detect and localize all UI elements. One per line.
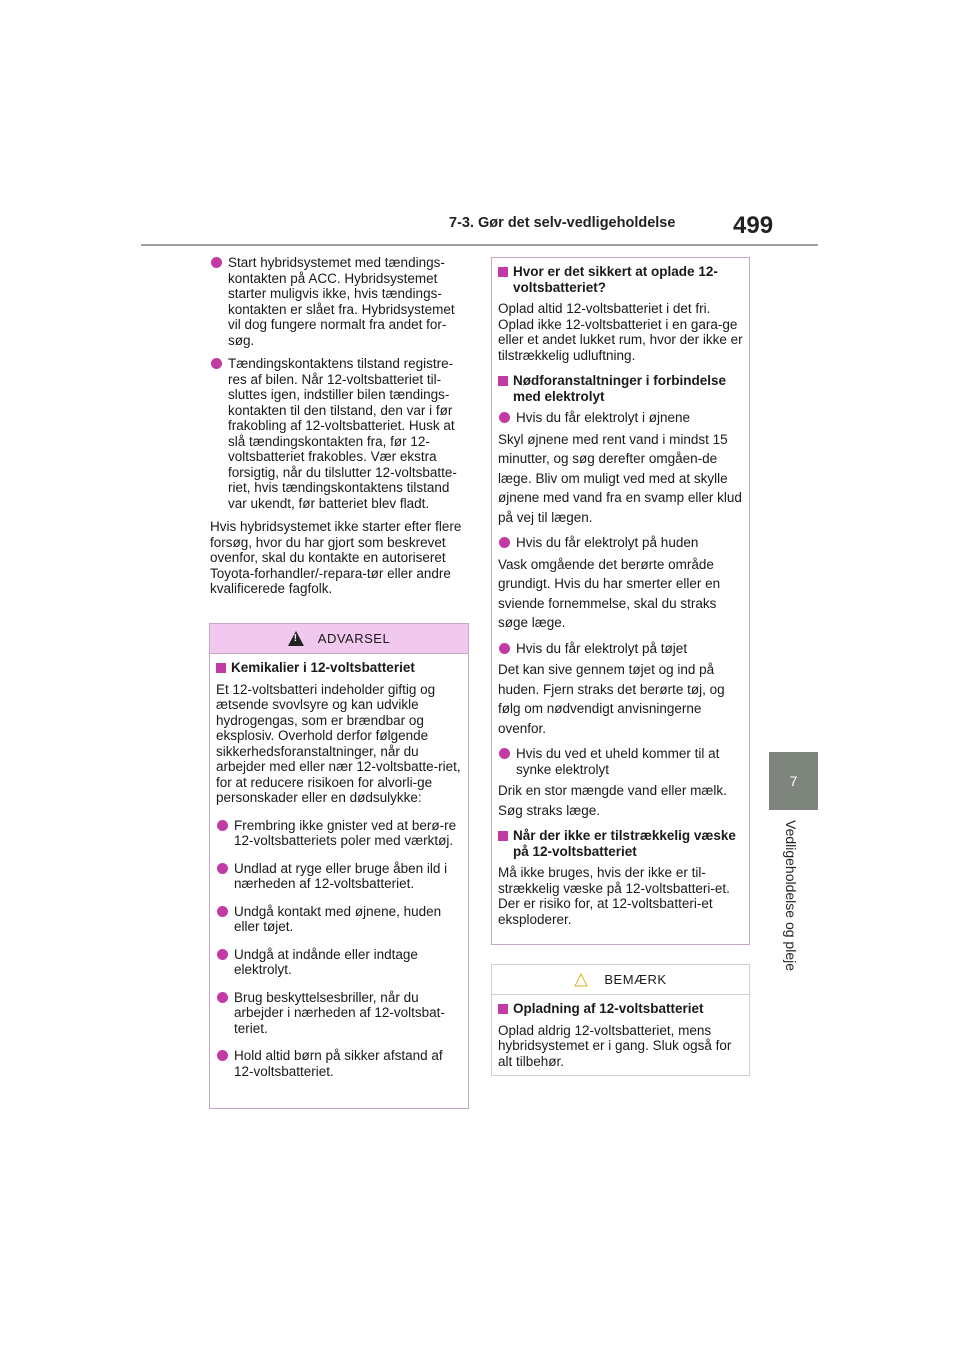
body-paragraph: Skyl øjnene med rent vand i mindst 15 minutter, og søg derefter omgåen-de læge. Bliv om muligt ved med at skylle øjnene med vand fra en svamp eller klud på vej til lægen. [498, 431, 742, 525]
warning-header [210, 624, 468, 654]
bullet-icon [217, 1050, 228, 1061]
note-title: BEMÆRK [604, 972, 667, 987]
section-heading: Nødforanstaltninger i forbindelse med elektrolyt [498, 373, 743, 404]
bullet-icon [499, 748, 510, 759]
body-paragraph: Det kan sive gennem tøjet og ind på huden. Fjern straks det berørte tøj, og følg om nødvendigt anvisningerne ovenfor. [498, 662, 725, 736]
list-item: Frembring ikke gnister ved at berø-re 12-voltsbatteriets poler med værktøj. [216, 818, 462, 849]
list-item: Hvis du får elektrolyt i øjnene [498, 410, 743, 426]
warning-box [209, 623, 469, 1109]
chapter-tab: 7 [769, 752, 818, 810]
body-paragraph: Hvis hybridsystemet ikke starter efter flere forsøg, hvor du har gjort som beskrevet ovenfor, skal du kontakte en autoriseret Toyota-forhandler/-repara-tør eller andre kvalificerede fagfolk. [210, 519, 462, 596]
body-paragraph: Vask omgående det berørte område grundigt. Hvis du har smerter eller en sviende fornemmelse, skal du straks søge læge. [498, 556, 721, 630]
list-item: Tændingskontaktens tilstand registre-res af bilen. Når 12-voltsbatteriet til-sluttes igen, indstiller bilen tændings-kontakten til den tilstand, den var i før frakobling af 12-voltsbatteriet. Husk at slå tændingskontakten fra, før 12-voltsbatteriet frakobles. Vær ekstra forsigtig, når du tilslutter 12-voltsbatte-riet, hvis tændingskontaktens tilstand var ukendt, før batteriet blev fladt. [210, 356, 468, 511]
bullet-icon [211, 257, 222, 268]
square-bullet-icon [498, 831, 508, 841]
section-heading: Hvor er det sikkert at oplade 12-voltsbatteriet? [498, 264, 743, 295]
bullet-icon [217, 820, 228, 831]
list-item: Undlad at ryge eller bruge åben ild i nærheden af 12-voltsbatteriet. [216, 861, 462, 892]
list-item: Start hybridsystemet med tændings-kontakten på ACC. Hybridsystemet starter muligvis ikke, hvis tændings-kontakten er slået fra. Hybridsystemet vil dog fungere normalt fra andet for-søg. [210, 255, 468, 348]
info-box [491, 257, 750, 945]
warning-title: ADVARSEL [317, 631, 391, 646]
bullet-icon [217, 863, 228, 874]
square-bullet-icon [498, 1004, 508, 1014]
bullet-icon [217, 992, 228, 1003]
square-bullet-icon [498, 376, 508, 386]
bullet-icon [211, 358, 222, 369]
list-item: Hvis du får elektrolyt på tøjet [498, 641, 743, 657]
bullet-icon [499, 643, 510, 654]
list-item: Hold altid børn på sikker afstand af 12-voltsbatteriet. [216, 1048, 462, 1079]
page-number: 499 [733, 212, 774, 239]
note-header [492, 965, 749, 995]
warning-intro: Et 12-voltsbatteri indeholder giftig og ætsende svovlsyre og kan udvikle hydrogengas, som er brændbar og eksplosiv. Overhold derfor følgende sikkerhedsforanstaltninger, når du arbejder med eller nær 12-voltsbatte-riet, for at reducere risikoen for alvorli-ge personskader eller en dødsulykke: [216, 681, 461, 805]
header-divider [141, 244, 818, 246]
body-paragraph: Drik en stor mængde vand eller mælk. Søg straks læge. [498, 783, 727, 818]
warning-heading: Kemikalier i 12-voltsbatteriet [216, 660, 462, 676]
list-item: Undgå kontakt med øjnene, huden eller tøjet. [216, 904, 462, 935]
note-text: Oplad aldrig 12-voltsbatteriet, mens hybridsystemet er i gang. Sluk også for alt tilbehør. [498, 1022, 732, 1069]
section-title: 7-3. Gør det selv-vedligeholdelse [449, 215, 676, 231]
list-item: Undgå at indånde eller indtage elektrolyt. [216, 947, 462, 978]
square-bullet-icon [216, 663, 226, 673]
section-heading: Når der ikke er tilstrækkelig væske på 12-voltsbatteriet [498, 828, 743, 859]
bullet-icon [217, 906, 228, 917]
body-paragraph: Oplad altid 12-voltsbatteriet i det fri. Oplad ikke 12-voltsbatteriet i en gara-ge eller et andet lukket rum, hvor der ikke er tilstrækkelig udluftning. [498, 301, 743, 363]
body-paragraph: Må ikke bruges, hvis der ikke er til-strækkelig væske på 12-voltsbatteri-et. Der er risiko for, at 12-voltsbatteri-et eksploderer. [498, 865, 730, 927]
list-item: Brug beskyttelsesbriller, når du arbejder i nærheden af 12-voltsbat-teriet. [216, 990, 462, 1037]
warning-icon: ! [288, 631, 304, 646]
list-item: Hvis du får elektrolyt på huden [498, 535, 743, 551]
left-column [210, 255, 468, 605]
bullet-icon [217, 949, 228, 960]
chapter-label: Vedligeholdelse og pleje [783, 820, 799, 972]
square-bullet-icon [498, 267, 508, 277]
note-box [491, 964, 750, 1076]
list-item: Hvis du ved et uheld kommer til at synke elektrolyt [498, 746, 743, 777]
bullet-icon [499, 537, 510, 548]
bullet-icon [499, 412, 510, 423]
note-heading: Opladning af 12-voltsbatteriet [498, 1001, 743, 1017]
caution-icon [574, 973, 588, 987]
